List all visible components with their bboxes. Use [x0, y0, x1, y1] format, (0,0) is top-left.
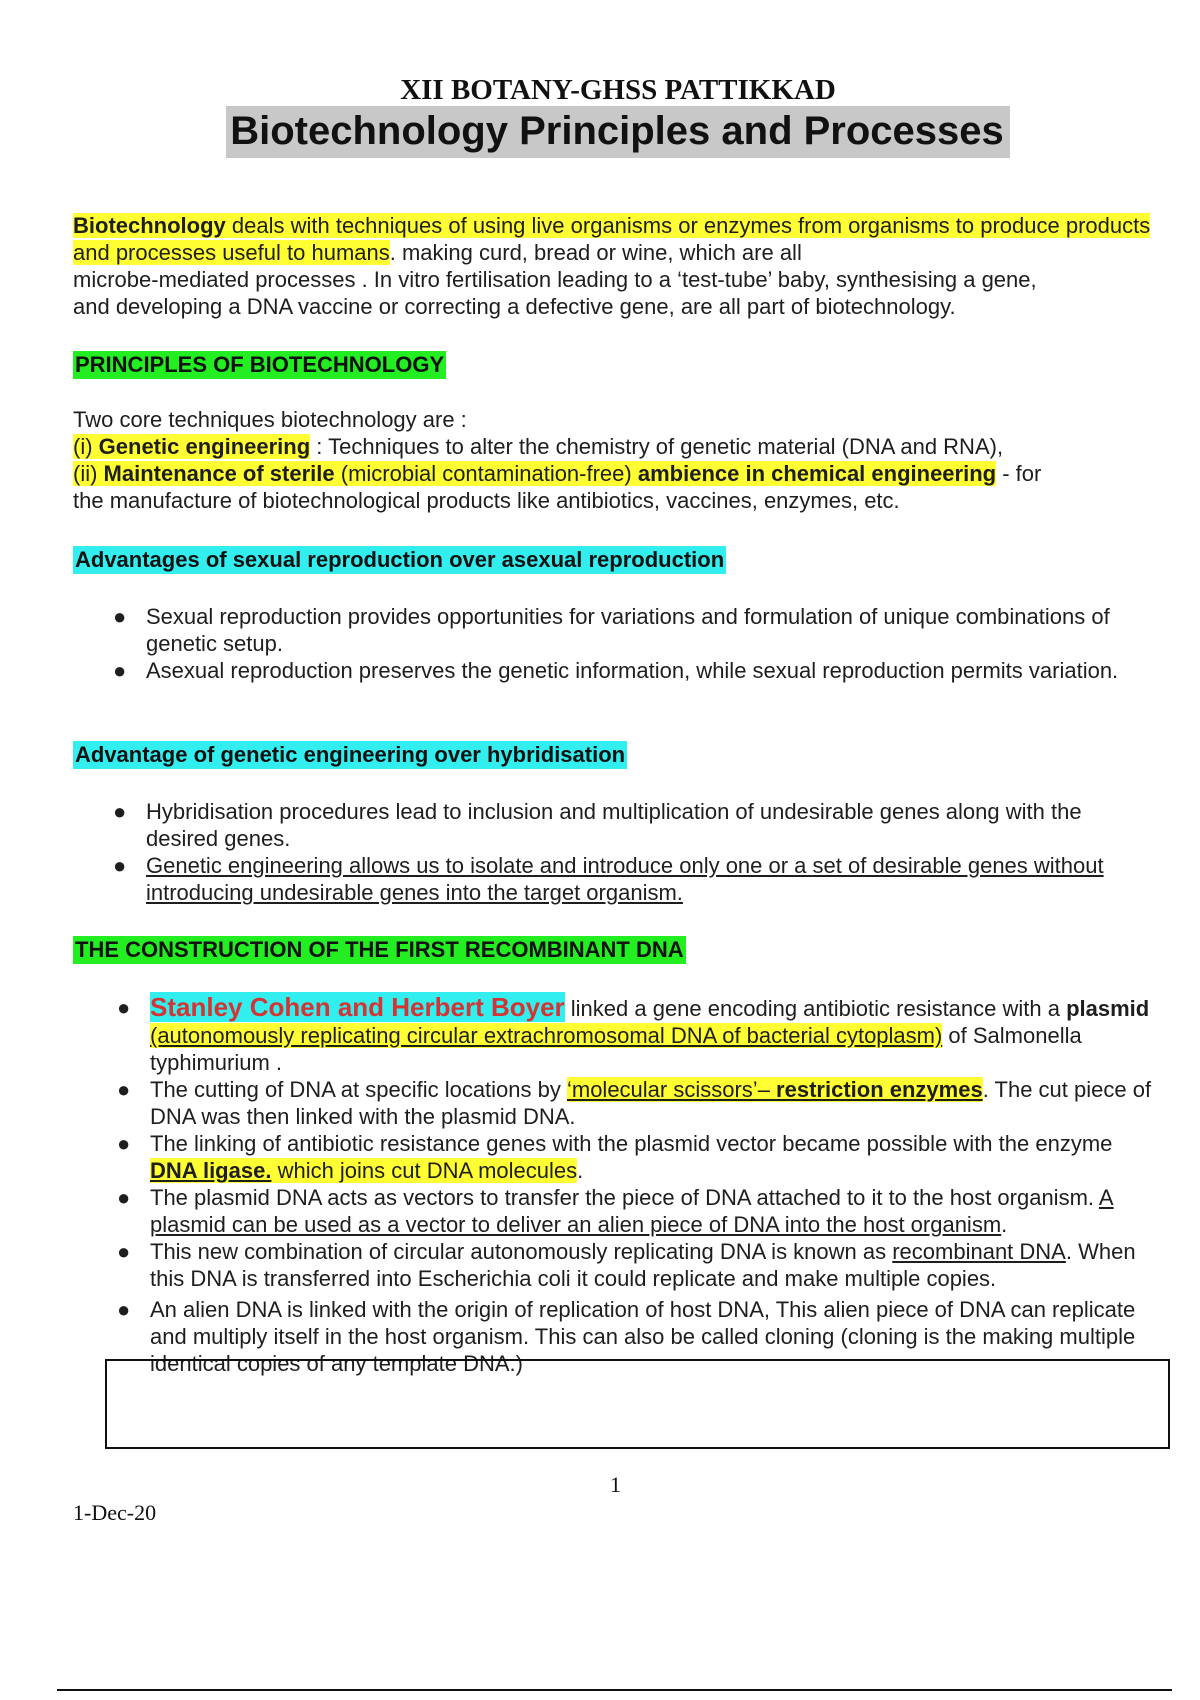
principles-item1-rest: : Techniques to alter the chemistry of genetic material (DNA and RNA), [310, 434, 1004, 459]
cloning-note-box [105, 1359, 1170, 1449]
molecular-scissors: ‘molecular scissors’– [566, 1077, 777, 1102]
list-item [113, 798, 1146, 852]
plasmid-vector-note: A plasmid can be used as a vector to deliver an alien piece of DNA into the host organism [150, 1185, 1114, 1237]
recombinant-dna-term: recombinant DNA [892, 1239, 1066, 1264]
bullet-icon: ● [117, 1297, 131, 1322]
list-item [113, 603, 1156, 657]
principles-item2-rest: - for [996, 461, 1042, 486]
principles-item1-term: Genetic engineering [98, 434, 311, 459]
genetic-engineering-heading: Advantage of genetic engineering over hybridisation [75, 742, 626, 767]
list-item-text: linked a gene encoding antibiotic resistance with a [564, 996, 1067, 1021]
ligase-description: which joins cut DNA molecules [271, 1158, 578, 1183]
footer-rule [57, 1689, 1172, 1691]
list-item [117, 1238, 1165, 1292]
principles-heading: PRINCIPLES OF BIOTECHNOLOGY [75, 352, 445, 377]
recombinant-dna-list [117, 992, 1165, 1377]
dna-ligase: DNA ligase. [150, 1158, 272, 1183]
list-item-text: Hybridisation procedures lead to inclusion and multiplication of undesirable genes along with the desired genes. [146, 799, 1082, 851]
list-item-end: . [1001, 1212, 1008, 1237]
scientist-names: Stanley Cohen and Herbert Boyer [150, 992, 565, 1022]
intro-definition-text: deals with techniques of using live organisms or enzymes from organisms to produce products and processes useful to humans [73, 213, 1151, 265]
bullet-icon: ● [117, 995, 131, 1020]
list-item [117, 1130, 1165, 1184]
list-item-text: Asexual reproduction preserves the genetic information, while sexual reproduction permits variation. [146, 658, 1119, 683]
list-item [117, 992, 1165, 1076]
page-number: 1 [610, 1472, 621, 1497]
sexual-reproduction-list [113, 603, 1156, 684]
list-item-end: of Salmonella typhimurium . [150, 1023, 1082, 1075]
bullet-icon: ● [117, 1131, 131, 1156]
intro-examples-2: microbe-mediated processes . In vitro fertilisation leading to a ‘test-tube’ baby, synthesising a gene, [73, 267, 1037, 292]
list-item-text: Sexual reproduction provides opportunities for variations and formulation of unique combinations of genetic setup. [146, 604, 1110, 656]
list-item-end: . When this DNA is transferred into Escherichia coli it could replicate and make multiple copies. [150, 1239, 1136, 1291]
principles-item2-term: Maintenance of sterile [103, 461, 335, 486]
ligase-highlight [150, 1158, 577, 1183]
list-item-text: The linking of antibiotic resistance genes with the plasmid vector became possible with the enzyme [150, 1131, 1113, 1156]
list-item [117, 1184, 1165, 1238]
bullet-icon: ● [113, 658, 127, 683]
page-title: Biotechnology Principles and Processes [226, 106, 1010, 158]
sexual-reproduction-heading: Advantages of sexual reproduction over asexual reproduction [75, 547, 725, 572]
intro-paragraph [73, 212, 1173, 320]
list-item-text: Genetic engineering allows us to isolate and introduce only one or a set of desirable genes without introducing undesirable genes into the target organism. [146, 853, 1104, 905]
intro-examples-1: . making curd, bread or wine, which are all [389, 240, 802, 265]
intro-examples-3: and developing a DNA vaccine or correcting a defective gene, are all part of biotechnology. [73, 294, 956, 319]
principles-item2-mid: (microbial contamination-free) [334, 461, 638, 486]
list-item-text: The cutting of DNA at specific locations by [150, 1077, 567, 1102]
molecular-scissors-highlight [567, 1077, 983, 1102]
bullet-icon: ● [117, 1185, 131, 1210]
list-item-end: . The cut piece of DNA was then linked with the plasmid DNA. [150, 1077, 1152, 1129]
list-item-end: . [577, 1158, 584, 1183]
title-wrapper [0, 106, 1200, 158]
list-item [113, 657, 1156, 684]
principles-item1-num: (i) [73, 434, 99, 459]
principles-item2-term2: ambience in chemical engineering [637, 461, 997, 486]
principles-item2-highlight [73, 461, 996, 486]
list-item-text: This new combination of circular autonomously replicating DNA is known as [150, 1239, 893, 1264]
recombinant-dna-heading: THE CONSTRUCTION OF THE FIRST RECOMBINANT DNA [75, 937, 684, 962]
restriction-enzymes: restriction enzymes [776, 1077, 983, 1102]
list-item [117, 1076, 1165, 1130]
footer-date: 1-Dec-20 [73, 1500, 157, 1525]
bullet-icon: ● [117, 1239, 131, 1264]
genetic-engineering-list [113, 798, 1146, 906]
bullet-icon: ● [113, 799, 127, 824]
list-item [113, 852, 1146, 906]
bullet-icon: ● [113, 853, 127, 878]
bullet-icon: ● [117, 1077, 131, 1102]
bullet-icon: ● [113, 604, 127, 629]
intro-term: Biotechnology [73, 213, 226, 238]
school-header: XII BOTANY-GHSS PATTIKKAD [400, 74, 836, 106]
plasmid-definition: (autonomously replicating circular extrachromosomal DNA of bacterial cytoplasm) [150, 1023, 943, 1048]
principles-intro: Two core techniques biotechnology are : [73, 407, 467, 432]
list-item-text: An alien DNA is linked with the origin of replication of host DNA, This alien piece of DNA can replicate and multiply itself in the host organism. This can also be called cloning (cloning is the making multiple identical copies of any template DNA.) [150, 1297, 1136, 1376]
list-item-text: The plasmid DNA acts as vectors to transfer the piece of DNA attached to it to the host organism. [150, 1185, 1099, 1210]
principles-item1-highlight [73, 434, 310, 459]
principles-paragraph [73, 406, 1173, 514]
plasmid-term: plasmid [1066, 996, 1150, 1021]
principles-item2-num: (ii) [73, 461, 104, 486]
principles-item2-line2: the manufacture of biotechnological products like antibiotics, vaccines, enzymes, etc. [73, 488, 900, 513]
